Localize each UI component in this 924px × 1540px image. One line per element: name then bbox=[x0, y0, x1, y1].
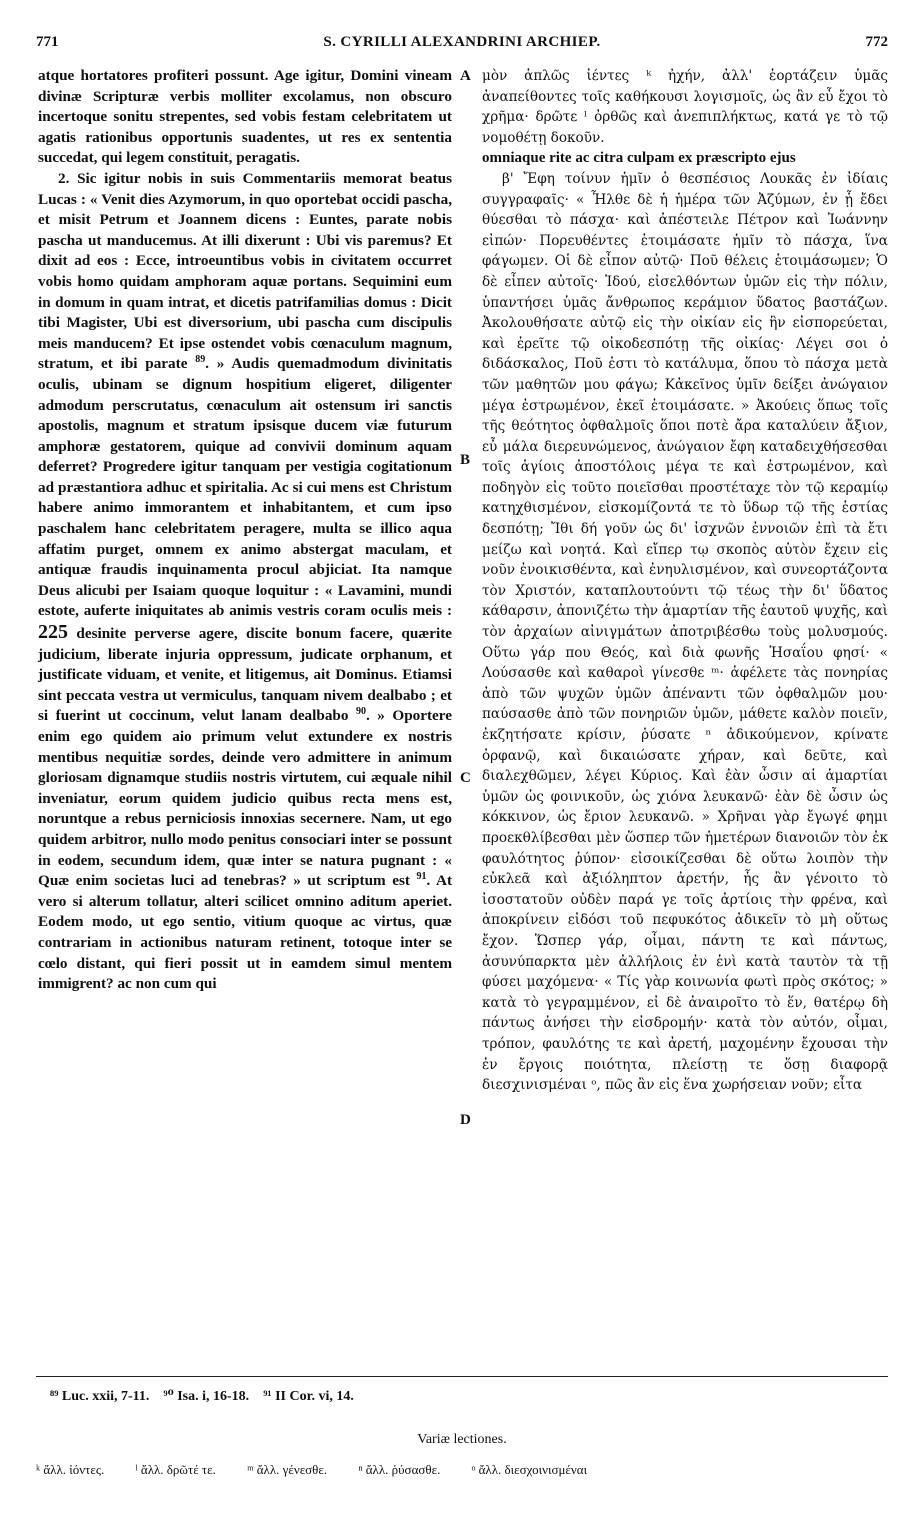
page-number-right: 772 bbox=[865, 34, 888, 50]
section-number: β' bbox=[502, 170, 514, 187]
footnote-91: ⁹¹ II Cor. vi, 14. bbox=[263, 1389, 354, 1404]
margin-marker-d: D bbox=[460, 1112, 471, 1128]
variant-k: ᵏ ἄλλ. ἰόντες. bbox=[36, 1462, 105, 1477]
greek-paragraph-2 bbox=[482, 169, 888, 1096]
latin-column bbox=[38, 66, 452, 995]
running-title: S. CYRILLI ALEXANDRINI ARCHIEP. bbox=[323, 34, 601, 50]
variae-lectiones bbox=[36, 1462, 888, 1478]
variant-m: ᵐ ἄλλ. γένεσθε. bbox=[247, 1462, 328, 1477]
running-header bbox=[36, 34, 888, 58]
variant-o: ᵒ ἄλλ. διεσχοινισμέναι bbox=[471, 1462, 588, 1477]
footnote-89: ⁸⁹ Luc. xxii, 7-11. bbox=[50, 1389, 150, 1404]
variant-l: ˡ ἄλλ. δρῶτέ τε. bbox=[135, 1462, 216, 1477]
footnote-ref-91: 91 bbox=[416, 871, 427, 883]
greek-text: Ἔφη τοίνυν ἡμῖν ὁ θεσπέσιος Λουκᾶς ἐν ἰδίαις συγγραφαῖς· « Ἦλθε δὲ ἡ ἡμέρα τῶν Ἀζύμων, ἐν ᾗ ἔδει θύεσθαι τὸ πάσχα· καὶ ἀπέστειλε Πέτρον καὶ Ἰωάννην εἰπών· Πορευθέντες ἑτοιμάσατε ἡμῖν τὸ πάσχα, ἵνα φάγωμεν. Οἱ δὲ εἶπον αὐτῷ· Ποῦ θέλεις ἑτοιμάσωμεν; Ὁ δὲ εἶπεν αὐτοῖς· Ἰδού, εἰσελθόντων ὑμῶν εἰς τὴν πόλιν, ὑπαντήσει ὑμᾶς ἄνθρωπος κεράμιον ὕδατος βαστάζων. Ἀκολουθήσατε αὐτῷ εἰς τὴν οἰκίαν εἰς ἣν εἰσπορεύεται, καὶ ἐρεῖτε τῷ οἰκοδεσπότῃ τῆς οἰκίας· Λέγει σοι ὁ διδάσκαλος, Ποῦ ἐστι τὸ κατάλυμα, ὅπου τὸ πάσχα μετὰ τῶν μαθητῶν μου φάγω; Κἀκεῖνος ὑμῖν δείξει ἀνώγαιον μέγα ἐστρωμένον, ἐκεῖ ἑτοιμάσατε. » Ἀκούεις ὅπως τοῖς τῆς θεότητος ὀφθαλμοῖς ὅποι ποτὲ ἄρα καταλύειν ἄξιον, εὖ μάλα διερευνώμενος, ἀνώγαιον ἔφη καταδειχθήσεσθαι τοῖς ἁγίοις ἀποστόλοις μέγα τε καὶ ἐστρωμένον, καὶ ποδηγὸν εἰς τοῦτο ποιεῖσθαι προστέταχε τὸν τῷ κεραμίῳ κατηχθισμένον, εἰσκομίζοντά τε τὸ ὕδωρ τῷ τῆς ἑστίας δεσπότῃ; Ἴθι δή γοῦν ὡς δι' ἰσχνῶν ἐννοιῶν ἐπὶ τὰ ἔτι μείζω καὶ νοητά. Καὶ εἴπερ τῳ σκοπὸς αὐτὸν ἔχειν εἰς νοῦν ἐνοικισθέντα, καὶ ἐνηυλισμένον, καὶ συνεορτάζοντα τὸν Χριστόν, καταπλουτούντι τῷ τέως τὴν δι' ὕδατος κάθαρσιν, ἀπονιζέτω τὴν ἁμαρτίαν τῆς ἑαυτοῦ ψυχῆς, καὶ τὸν ἀρχαίων αἰνιγμάτων ἀποτριβέσθω τοὺς μολυσμούς. Οὕτω γάρ που Θεός, καὶ διὰ φωνῆς Ἡσαΐου φησί· « Λούσασθε καὶ καθαροὶ γίνεσθε ᵐ· ἀφέλετε τὰς πονηρίας ἀπὸ τῶν ψυχῶν ὑμῶν ἀπέναντι τῶν ὀφθαλμῶν μου· παύσασθε ἀπὸ τῶν πονηριῶν ὑμῶν, μάθετε καλὸν ποιεῖν, ἐκζητήσατε κρίσιν, ῥύσατε ⁿ ἀδικούμενον, κρίνατε ὀρφανῷ, καὶ δικαιώσατε χήραν, καὶ δεῦτε, καὶ διαλεχθῶμεν, λέγει Κύριος. Καὶ ἐὰν ὦσιν αἱ ἁμαρτίαι ὑμῶν ὡς φοινικοῦν, ὡς χιόνα λευκανῶ· ἐὰν δὲ ὦσιν ὡς κόκκινον, ὡς ἔριον λευκανῶ. » Χρῆναι γὰρ ἔγωγέ φημι προεκθλίβεσθαι μὲν ὥσπερ τῶν ἡμετέρων διανοιῶν τὸν ἐκ φαυλότητος ῥύπον· εἰσοικίζεσθαι δὲ οὕτω λοιπὸν τὴν εὐκλεᾶ καὶ ἀξιόληπτον ἀρετήν, ἧς ἂν γένοιτο τὸ ἰσοστατοῦν οὐδὲν παρά γε τοῖς ἀρτίοις τὴν φρένα, καὶ ἀποκρίνειν εἰδόσι τοῦ πεφυκότος ἀδικεῖν τὸ μὴ οὕτως ἔχον. Ὥσπερ γάρ, οἶμαι, πάντη τε καὶ πάντως, ἀσυνύπαρκτα μὲν ἀλλήλοις ἐν ἑνὶ κατὰ ταυτὸν τὰ τῇ φύσει μαχόμενα· « Τίς γὰρ κοινωνία φωτὶ πρὸς σκότος; » κατὰ τὸ γεγραμμένον, εἰ δὲ ἀναιροῖτο τὸ ἕν, θατέρῳ δὴ πάντως ἀνήσει τὴν εἰσδρομήν· κατὰ τὸν αὐτόν, οἶμαι, τρόπον, φαυλότης τε καὶ ἀρετή, μαχομένην ἔχουσαι τὴν ἐν ἔργοις ποιότητα, πλείστῃ τε ὅσῃ διαφορᾷ διεσχινισμέναι ᵒ, πῶς ἂν εἰς ἕνα χωρήσειαν νοῦν; εἶτα bbox=[482, 170, 888, 1094]
footnote-rule bbox=[36, 1376, 888, 1377]
latin-paragraph-1: atque hortatores profiteri possunt. Age igitur, Domini vineam divinæ Scripturæ verbis molliter excolamus, non obscuro incertoque sonitu strepentes, sed vobis festam celebritatem ut agatis rationibus opportunis suadentes, ut res ex sententia succedat, qui legem constituit, peragatis. bbox=[38, 67, 452, 167]
latin-paragraph-2 bbox=[38, 169, 452, 995]
variant-n: ⁿ ἄλλ. ῥύσασθε. bbox=[358, 1462, 441, 1477]
footnote-90: ⁹⁰ Isa. i, 16-18. bbox=[163, 1389, 250, 1404]
section-number: 2. bbox=[58, 169, 70, 187]
footnote-ref-90: 90 bbox=[355, 706, 366, 718]
latin-text: Sic igitur nobis in suis Commentariis memorat beatus Lucas : « Venit dies Azymorum, in quo oportebat occidi pascha, et misit Petrum et Joannem dicens : Euntes, parate nobis pascha ut manducemus. At illi dixerunt : Ubi vis paremus? Et dixit ad eos : Ecce, introeuntibus vobis in civitatem occurret vobis homo quidam amphoram aquæ portans. Sequimini eum in domum in quam intrat, et dicetis patrifamilias domus : Dicit tibi Magister, Ubi est diversorium, ubi pascha cum discipulis meis manducem? Et ipse ostendet vobis cœnaculum magnum, stratum, et ibi parate bbox=[38, 169, 453, 373]
footnotes bbox=[50, 1388, 880, 1405]
margin-marker-c: C bbox=[460, 770, 471, 786]
interlinear-latin: omniaque rite ac citra culpam ex præscripto ejus bbox=[482, 150, 796, 167]
latin-text: . » Oportere enim ego quidem aio primum velut extundere ex nostris mentibus nequitiæ sordes, deinde vero admittere in animum gloriosam dignamque studiis nostris virtutem, cui æquale nihil inveniatur, eorum quidem judicio quibus recta mens est, noruntque a rebus perniciosis innoxias secernere. Nam, ut ego quidem arbitror, nullo modo penitus consociari inter se possunt in eodem, secundum idem, quæ inter se natura pugnant : « Quæ enim societas luci ad tenebras? » ut scriptum est bbox=[38, 707, 452, 890]
footnote-ref-89: 89 bbox=[195, 354, 206, 366]
latin-text: . At vero si alterum tollatur, alteri scilicet omnino aditum aperiet. Eodem modo, ut ego sentio, vitium quoque ac virtus, quæ contrariam in actionibus naturam retinent, totoque inter se cœlo distant, qui fieri possit ut in eamdem simul mentem immigrent? ac non cum qui bbox=[38, 872, 452, 993]
margin-marker-a: A bbox=[460, 68, 471, 84]
greek-column bbox=[482, 66, 888, 1096]
page-number-left: 771 bbox=[36, 34, 59, 50]
latin-text: . » Audis quemadmodum divinitatis oculis, ubinam se dignum hospitium eligeret, diligenter admodum perscrutatus, cœnaculum ait ostensum iri sanctis apostolis, magnum et stratum ipsisque ducem viæ futurum amphoræ gestatorem, quique ad convivii dominum aquam deferret? Progredere igitur tanquam per vestigia cogitationum ad præstantiora adhuc et spiritalia. Ac si cui mens est Christum habere animo immorantem et inhabitantem, et cum ipso paschalem hanc celebritatem peragere, multa se illico aqua affatim purget, omnem ex animo abstergat maculam, et antiquæ fraudis inquinamenta procul abjiciat. Ita namque Deus alicubi per Isaiam quoque loquitur : « Lavamini, mundi estote, auferte iniquitates ab animis vestris coram oculis meis : bbox=[38, 355, 452, 620]
margin-marker-b: B bbox=[460, 452, 471, 468]
latin-text: desinite perverse agere, discite bonum facere, quærite judicium, liberate injuria oppressum, judicate orphanum, et justificate viduam, et venite, et litigemus, ait Dominus. Etiamsi sint peccata vestra ut vermiculus, tanquam nivem dealbabo ; et si fuerint ut coccinum, velut lanam dealbabo bbox=[38, 625, 452, 725]
greek-paragraph-1: μὸν ἁπλῶς ἰέντες ᵏ ἠχήν, ἀλλ' ἑορτάζειν ὑμᾶς ἀναπείθοντες τοῖς καθήκουσι λογισμοῖς, ὡς ἂν εὖ ἔχοι τὸ χρῆμα· δρῶτε ˡ ὀρθῶς καὶ ἀνεπιπλήκτως, κατά γε τὸ τῷ νομοθέτῃ δοκοῦν. bbox=[482, 68, 888, 146]
original-page-number: 225 bbox=[38, 621, 68, 644]
variae-title: Variæ lectiones. bbox=[417, 1432, 507, 1447]
